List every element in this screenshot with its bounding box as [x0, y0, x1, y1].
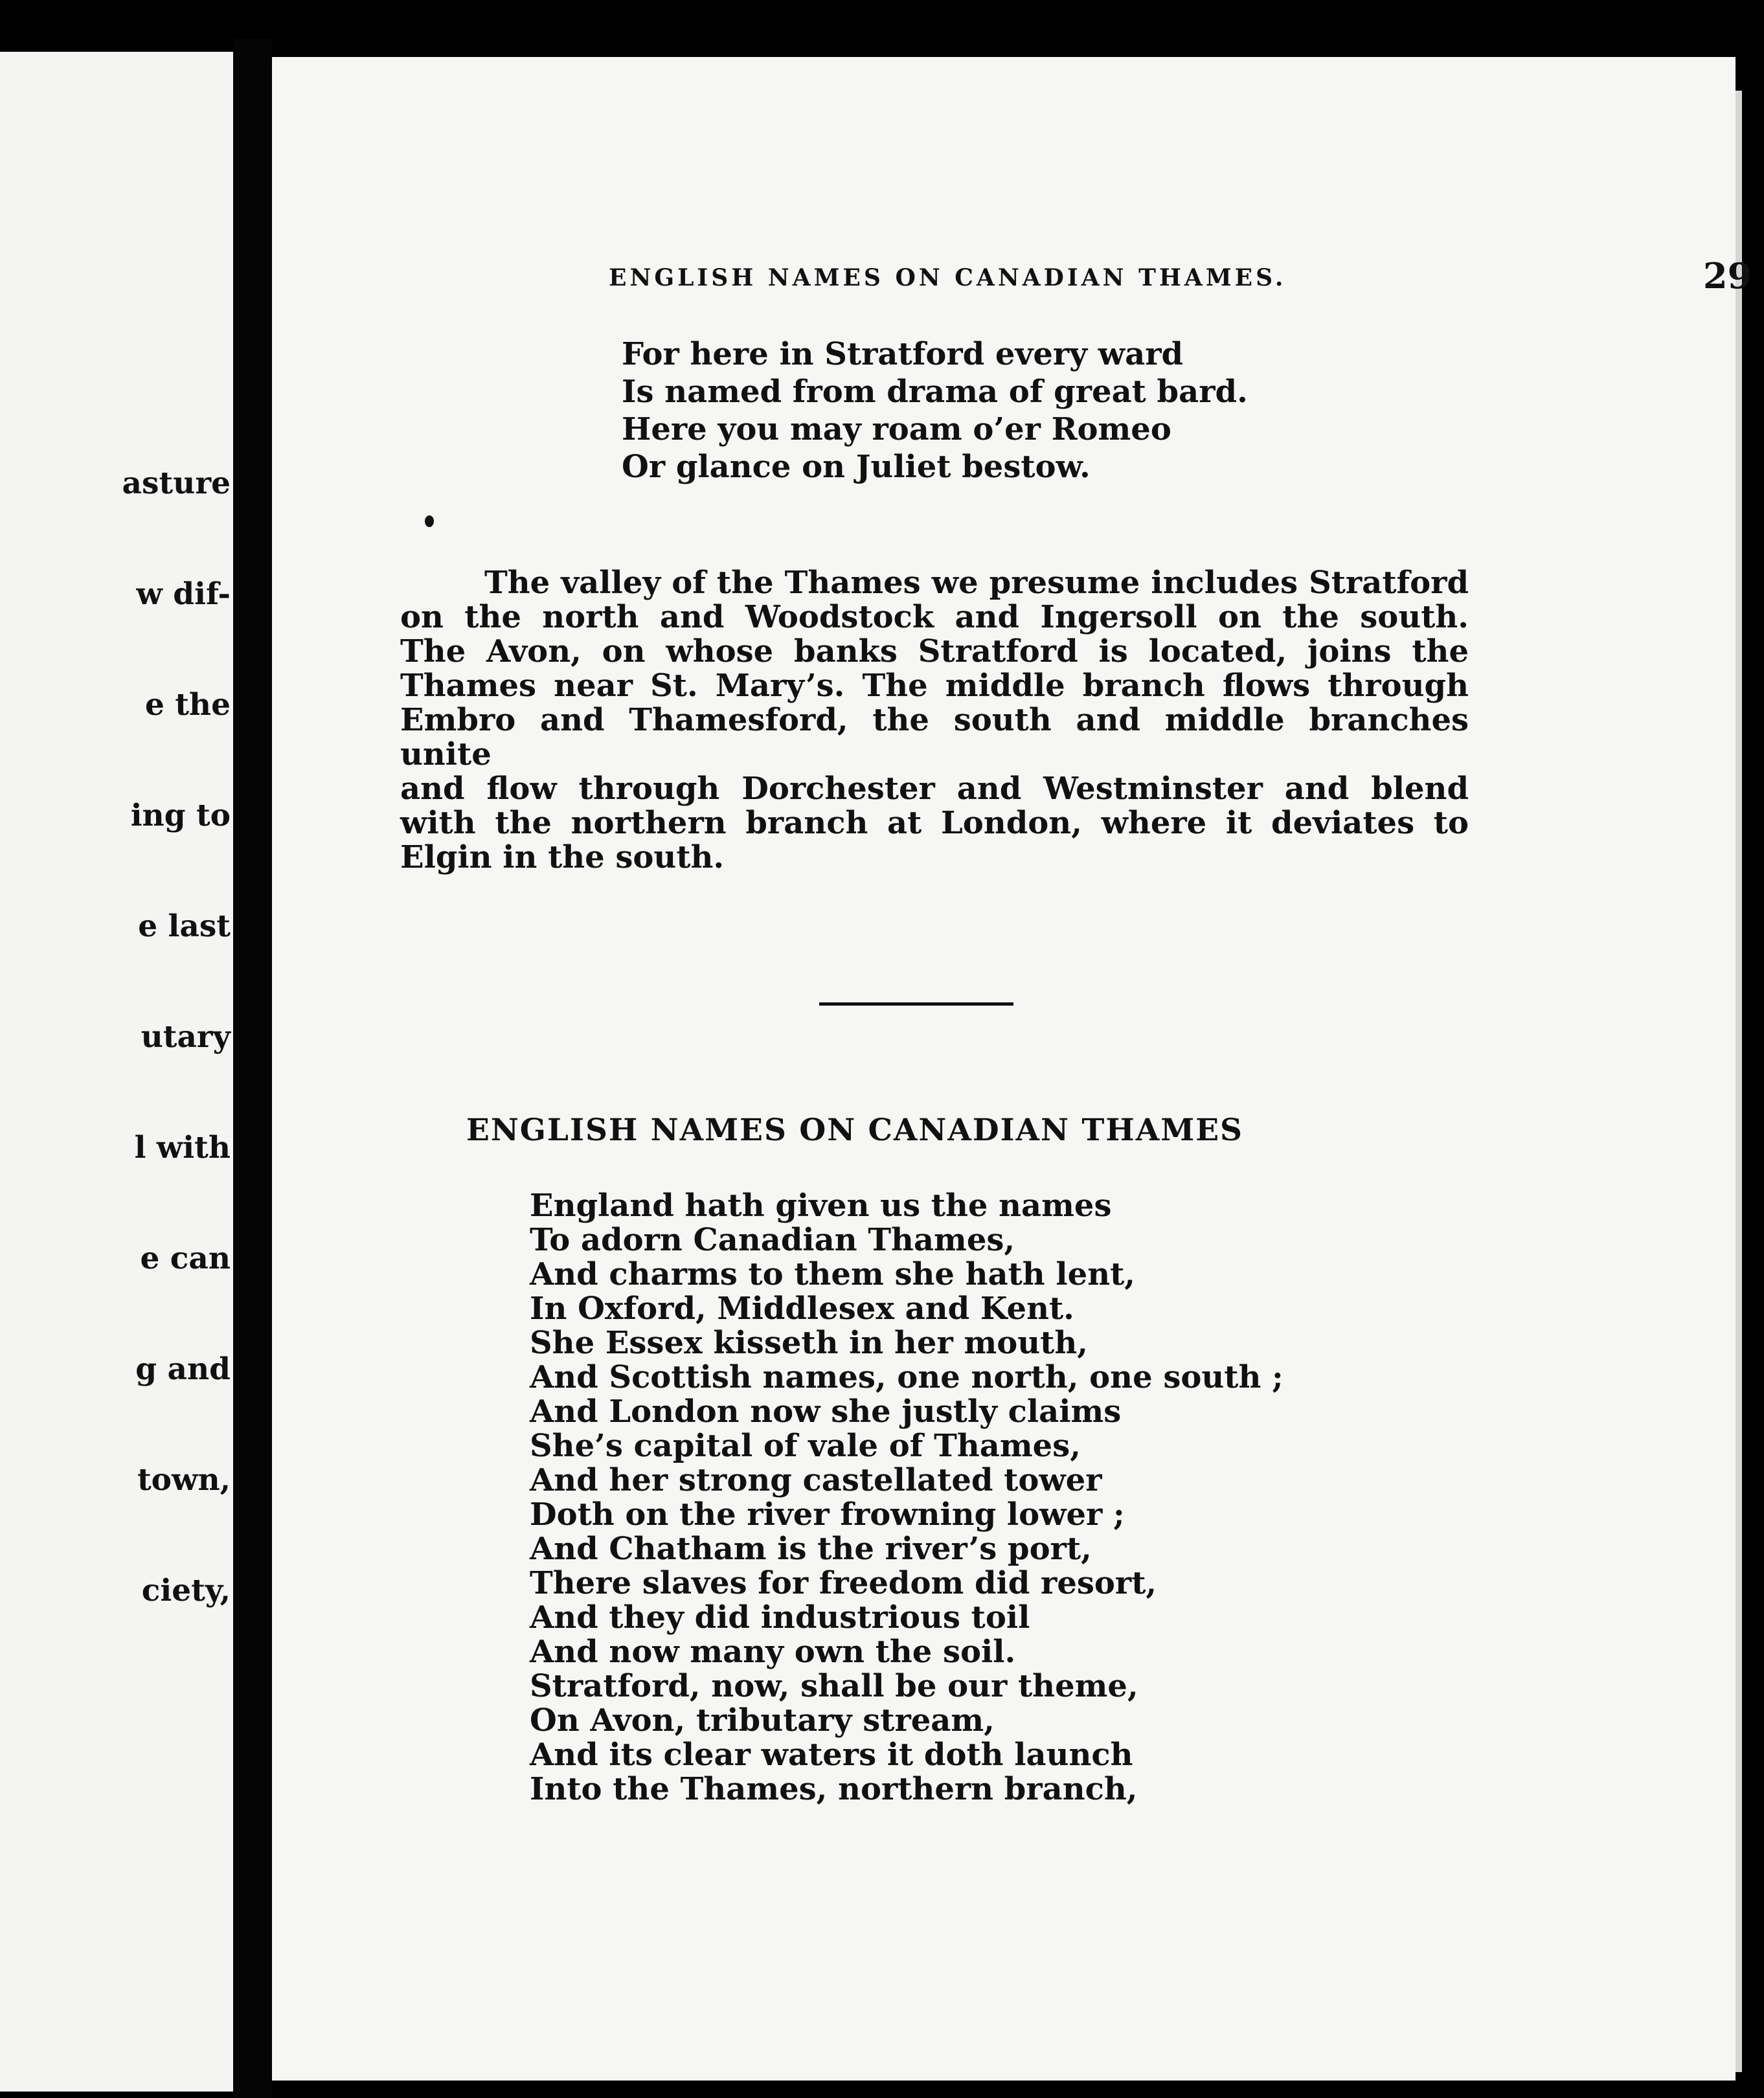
previous-page [0, 52, 233, 2092]
poem-line: On Avon, tributary stream, [530, 1702, 995, 1739]
paragraph-line: The Avon, on whose banks Stratford is located, joins the [400, 633, 1469, 670]
verse-line: Here you may roam o’er Romeo [622, 411, 1171, 447]
text-fragment: e can [140, 1241, 231, 1276]
current-page [272, 57, 1752, 2081]
poem-line: She’s capital of vale of Thames, [530, 1428, 1081, 1464]
verse-line: For here in Stratford every ward [622, 336, 1184, 372]
section-heading: ENGLISH NAMES ON CANADIAN THAMES [466, 1112, 1243, 1148]
paragraph-line: Thames near St. Mary’s. The middle branch flows through [400, 668, 1469, 704]
paragraph-line: with the northern branch at London, where it deviates to [400, 805, 1469, 841]
poem-line: Into the Thames, northern branch, [530, 1771, 1138, 1807]
poem-line: To adorn Canadian Thames, [530, 1222, 1015, 1258]
paragraph-line: Elgin in the south. [400, 839, 725, 875]
section-divider [819, 1002, 1013, 1006]
poem-line: England hath given us the names [530, 1188, 1112, 1224]
poem-line: And London now she justly claims [530, 1393, 1122, 1430]
poem-line: And Scottish names, one north, one south ; [530, 1359, 1283, 1395]
poem-line: She Essex kisseth in her mouth, [530, 1325, 1088, 1361]
text-fragment: g and [135, 1351, 231, 1387]
text-fragment: town, [137, 1462, 231, 1498]
paragraph-line: The valley of the Thames we presume includes Stratford [484, 565, 1469, 601]
verse-line: Or glance on Juliet bestow. [622, 449, 1091, 485]
book-gutter [233, 39, 272, 2098]
text-fragment: ciety, [141, 1573, 231, 1608]
paragraph-line: and flow through Dorchester and Westminster and blend [400, 771, 1469, 807]
poem-line: And now many own the soil. [530, 1634, 1016, 1670]
running-head-title: ENGLISH NAMES ON CANADIAN THAMES. [609, 264, 1287, 291]
verse-line: Is named from drama of great bard. [622, 374, 1248, 410]
text-fragment: utary [141, 1019, 231, 1055]
previous-page-text [122, 391, 231, 1683]
text-fragment: l with [134, 1130, 231, 1166]
poem-line: There slaves for freedom did resort, [530, 1565, 1157, 1601]
paragraph-line: on the north and Woodstock and Ingersoll on the south. [400, 599, 1469, 635]
text-fragment: asture [122, 466, 231, 501]
text-fragment: e last [138, 908, 231, 944]
paragraph-line: Embro and Thamesford, the south and middle branches unite [400, 702, 1469, 773]
poem [530, 1189, 1283, 1807]
poem-line: And its clear waters it doth launch [530, 1737, 1133, 1773]
poem-line: Doth on the river frowning lower ; [530, 1496, 1125, 1533]
ink-speck [425, 515, 434, 527]
page-number: 29 [1703, 255, 1752, 297]
body-paragraph [400, 566, 1469, 875]
poem-line: And charms to them she hath lent, [530, 1256, 1135, 1292]
poem-line: In Oxford, Middlesex and Kent. [530, 1291, 1074, 1327]
poem-line: And they did industrious toil [530, 1599, 1030, 1636]
poem-line: And Chatham is the river’s port, [530, 1531, 1092, 1567]
text-fragment: ing to [130, 798, 231, 833]
poem-line: And her strong castellated tower [530, 1462, 1102, 1498]
text-fragment: w dif- [136, 576, 231, 612]
verse-stanza [622, 335, 1248, 486]
poem-line: Stratford, now, shall be our theme, [530, 1668, 1138, 1704]
text-fragment: e the [144, 687, 231, 723]
